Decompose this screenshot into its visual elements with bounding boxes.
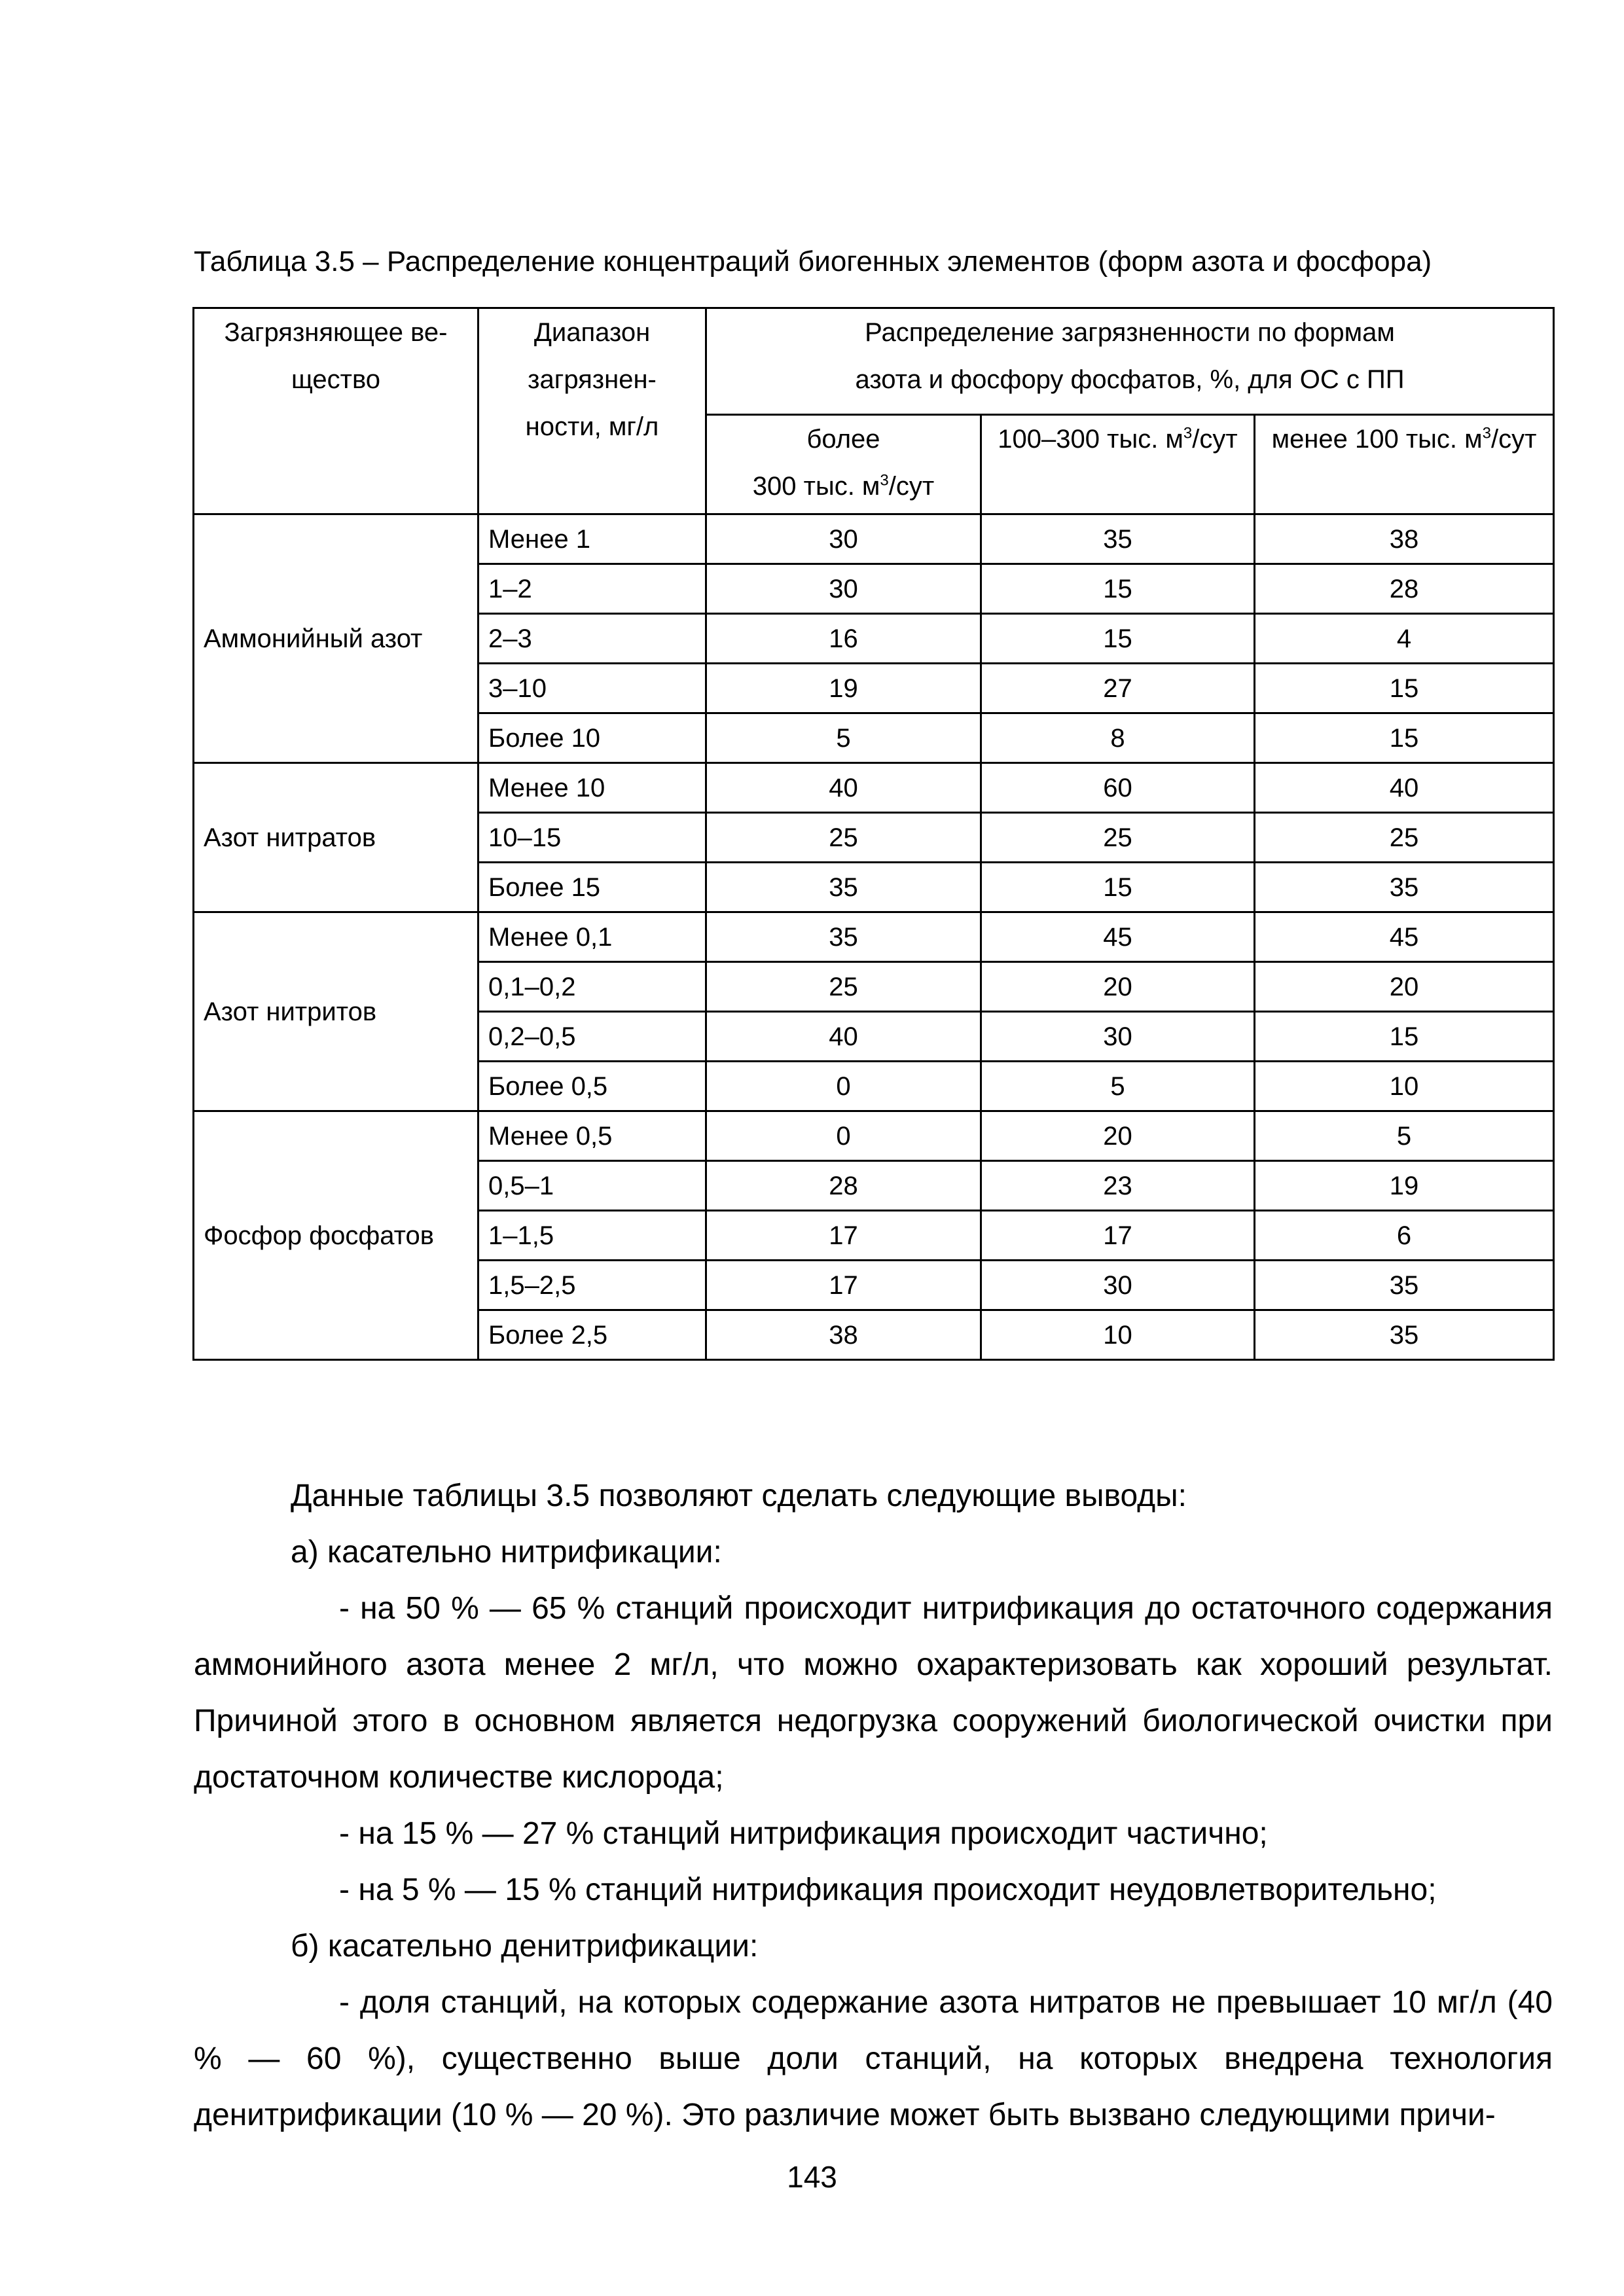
value-cell: 38 xyxy=(706,1310,981,1360)
value-cell: 40 xyxy=(1255,763,1554,813)
value-cell: 15 xyxy=(981,863,1255,912)
value-cell: 25 xyxy=(1255,813,1554,863)
table-row xyxy=(194,514,1554,564)
value-cell: 5 xyxy=(706,713,981,763)
value-cell: 30 xyxy=(706,514,981,564)
value-cell: 8 xyxy=(981,713,1255,763)
header-row-1 xyxy=(194,308,1554,415)
value-cell: 25 xyxy=(706,813,981,863)
paragraph: - на 5 % — 15 % станций нитрификация происходит неудовлетворительно; xyxy=(339,1873,1437,1907)
header-100-300: 100–300 тыс. $м^3$/сут xyxy=(981,415,1255,514)
value-cell: 30 xyxy=(706,564,981,614)
value-cell: 10 xyxy=(981,1310,1255,1360)
value-cell: 45 xyxy=(981,912,1255,962)
pollutant-name: Фосфор фосфатов xyxy=(194,1111,478,1360)
value-cell: 30 xyxy=(981,1012,1255,1062)
value-cell: 28 xyxy=(706,1161,981,1211)
value-cell: 35 xyxy=(706,912,981,962)
header-pollutant: Загрязняющее ве- щество xyxy=(194,308,478,514)
table-row xyxy=(194,1111,1554,1161)
value-cell: 15 xyxy=(981,564,1255,614)
table-caption: Таблица 3.5 – Распределение концентраций биогенных элементов (форм азота и фосфора) xyxy=(194,245,1432,278)
range-cell: Более 2,5 xyxy=(478,1310,706,1360)
range-cell: Более 10 xyxy=(478,713,706,763)
value-cell: 40 xyxy=(706,1012,981,1062)
range-cell: Менее 0,1 xyxy=(478,912,706,962)
range-cell: 1–2 xyxy=(478,564,706,614)
range-cell: 0,1–0,2 xyxy=(478,962,706,1012)
value-cell: 35 xyxy=(1255,1310,1554,1360)
value-cell: 35 xyxy=(1255,863,1554,912)
range-cell: 3–10 xyxy=(478,664,706,713)
header-over-300: более 300 тыс. $м^3$/сут xyxy=(706,415,981,514)
value-cell: 35 xyxy=(1255,1261,1554,1310)
value-cell: 45 xyxy=(1255,912,1554,962)
value-cell: 40 xyxy=(706,763,981,813)
value-cell: 17 xyxy=(706,1261,981,1310)
range-cell: Менее 0,5 xyxy=(478,1111,706,1161)
value-cell: 6 xyxy=(1255,1211,1554,1261)
header-range: Диапазон загрязнен- ности, мг/л xyxy=(478,308,706,514)
value-cell: 30 xyxy=(981,1261,1255,1310)
range-cell: 1–1,5 xyxy=(478,1211,706,1261)
range-cell: Более 0,5 xyxy=(478,1062,706,1111)
range-cell: 10–15 xyxy=(478,813,706,863)
range-cell: Менее 1 xyxy=(478,514,706,564)
value-cell: 15 xyxy=(981,614,1255,664)
value-cell: 60 xyxy=(981,763,1255,813)
range-cell: 2–3 xyxy=(478,614,706,664)
paragraph: - доля станций, на которых содержание азота нитратов не превышает 10 мг/л (40 % — 60 %), существенно выше доли станций, на которых внедрена технология денитрификации (10 % — 20 %). Это различие может быть вызвано следующими причи- xyxy=(194,1985,1553,2132)
paragraph: б) касательно денитрификации: xyxy=(291,1929,759,1964)
value-cell: 19 xyxy=(706,664,981,713)
header-distribution: Распределение загрязненности по формам азота и фосфору фосфатов, %, для ОС с ПП xyxy=(706,308,1554,415)
value-cell: 16 xyxy=(706,614,981,664)
value-cell: 15 xyxy=(1255,713,1554,763)
paragraph: - на 50 % — 65 % станций происходит нитрификация до остаточного содержания аммонийного азота менее 2 мг/л, что можно охарактеризовать как хороший результат. Причиной этого в основном является недогрузка сооружений биологической очистки при достаточном количестве кислорода; xyxy=(194,1591,1553,1795)
value-cell: 20 xyxy=(1255,962,1554,1012)
value-cell: 0 xyxy=(706,1062,981,1111)
value-cell: 0 xyxy=(706,1111,981,1161)
value-cell: 5 xyxy=(981,1062,1255,1111)
pollutant-name: Азот нитритов xyxy=(194,912,478,1111)
value-cell: 25 xyxy=(706,962,981,1012)
value-cell: 20 xyxy=(981,962,1255,1012)
table-row xyxy=(194,912,1554,962)
value-cell: 15 xyxy=(1255,664,1554,713)
body-text xyxy=(194,1468,1553,2144)
page-number: 143 xyxy=(787,2160,837,2194)
value-cell: 17 xyxy=(706,1211,981,1261)
value-cell: 10 xyxy=(1255,1062,1554,1111)
value-cell: 25 xyxy=(981,813,1255,863)
concentration-table xyxy=(192,307,1555,1361)
value-cell: 35 xyxy=(706,863,981,912)
pollutant-name: Азот нитратов xyxy=(194,763,478,912)
value-cell: 28 xyxy=(1255,564,1554,614)
value-cell: 5 xyxy=(1255,1111,1554,1161)
range-cell: Более 15 xyxy=(478,863,706,912)
value-cell: 35 xyxy=(981,514,1255,564)
value-cell: 17 xyxy=(981,1211,1255,1261)
paragraph: а) касательно нитрификации: xyxy=(291,1535,722,1570)
value-cell: 23 xyxy=(981,1161,1255,1211)
value-cell: 20 xyxy=(981,1111,1255,1161)
value-cell: 38 xyxy=(1255,514,1554,564)
header-under-100: менее 100 тыс. $м^3$/сут xyxy=(1255,415,1554,514)
range-cell: 0,2–0,5 xyxy=(478,1012,706,1062)
table-row xyxy=(194,763,1554,813)
range-cell: 0,5–1 xyxy=(478,1161,706,1211)
value-cell: 27 xyxy=(981,664,1255,713)
range-cell: Менее 10 xyxy=(478,763,706,813)
value-cell: 15 xyxy=(1255,1012,1554,1062)
value-cell: 19 xyxy=(1255,1161,1554,1211)
paragraph: Данные таблицы 3.5 позволяют сделать следующие выводы: xyxy=(291,1479,1187,1513)
paragraph: - на 15 % — 27 % станций нитрификация происходит частично; xyxy=(339,1816,1268,1851)
range-cell: 1,5–2,5 xyxy=(478,1261,706,1310)
pollutant-name: Аммонийный азот xyxy=(194,514,478,763)
value-cell: 4 xyxy=(1255,614,1554,664)
